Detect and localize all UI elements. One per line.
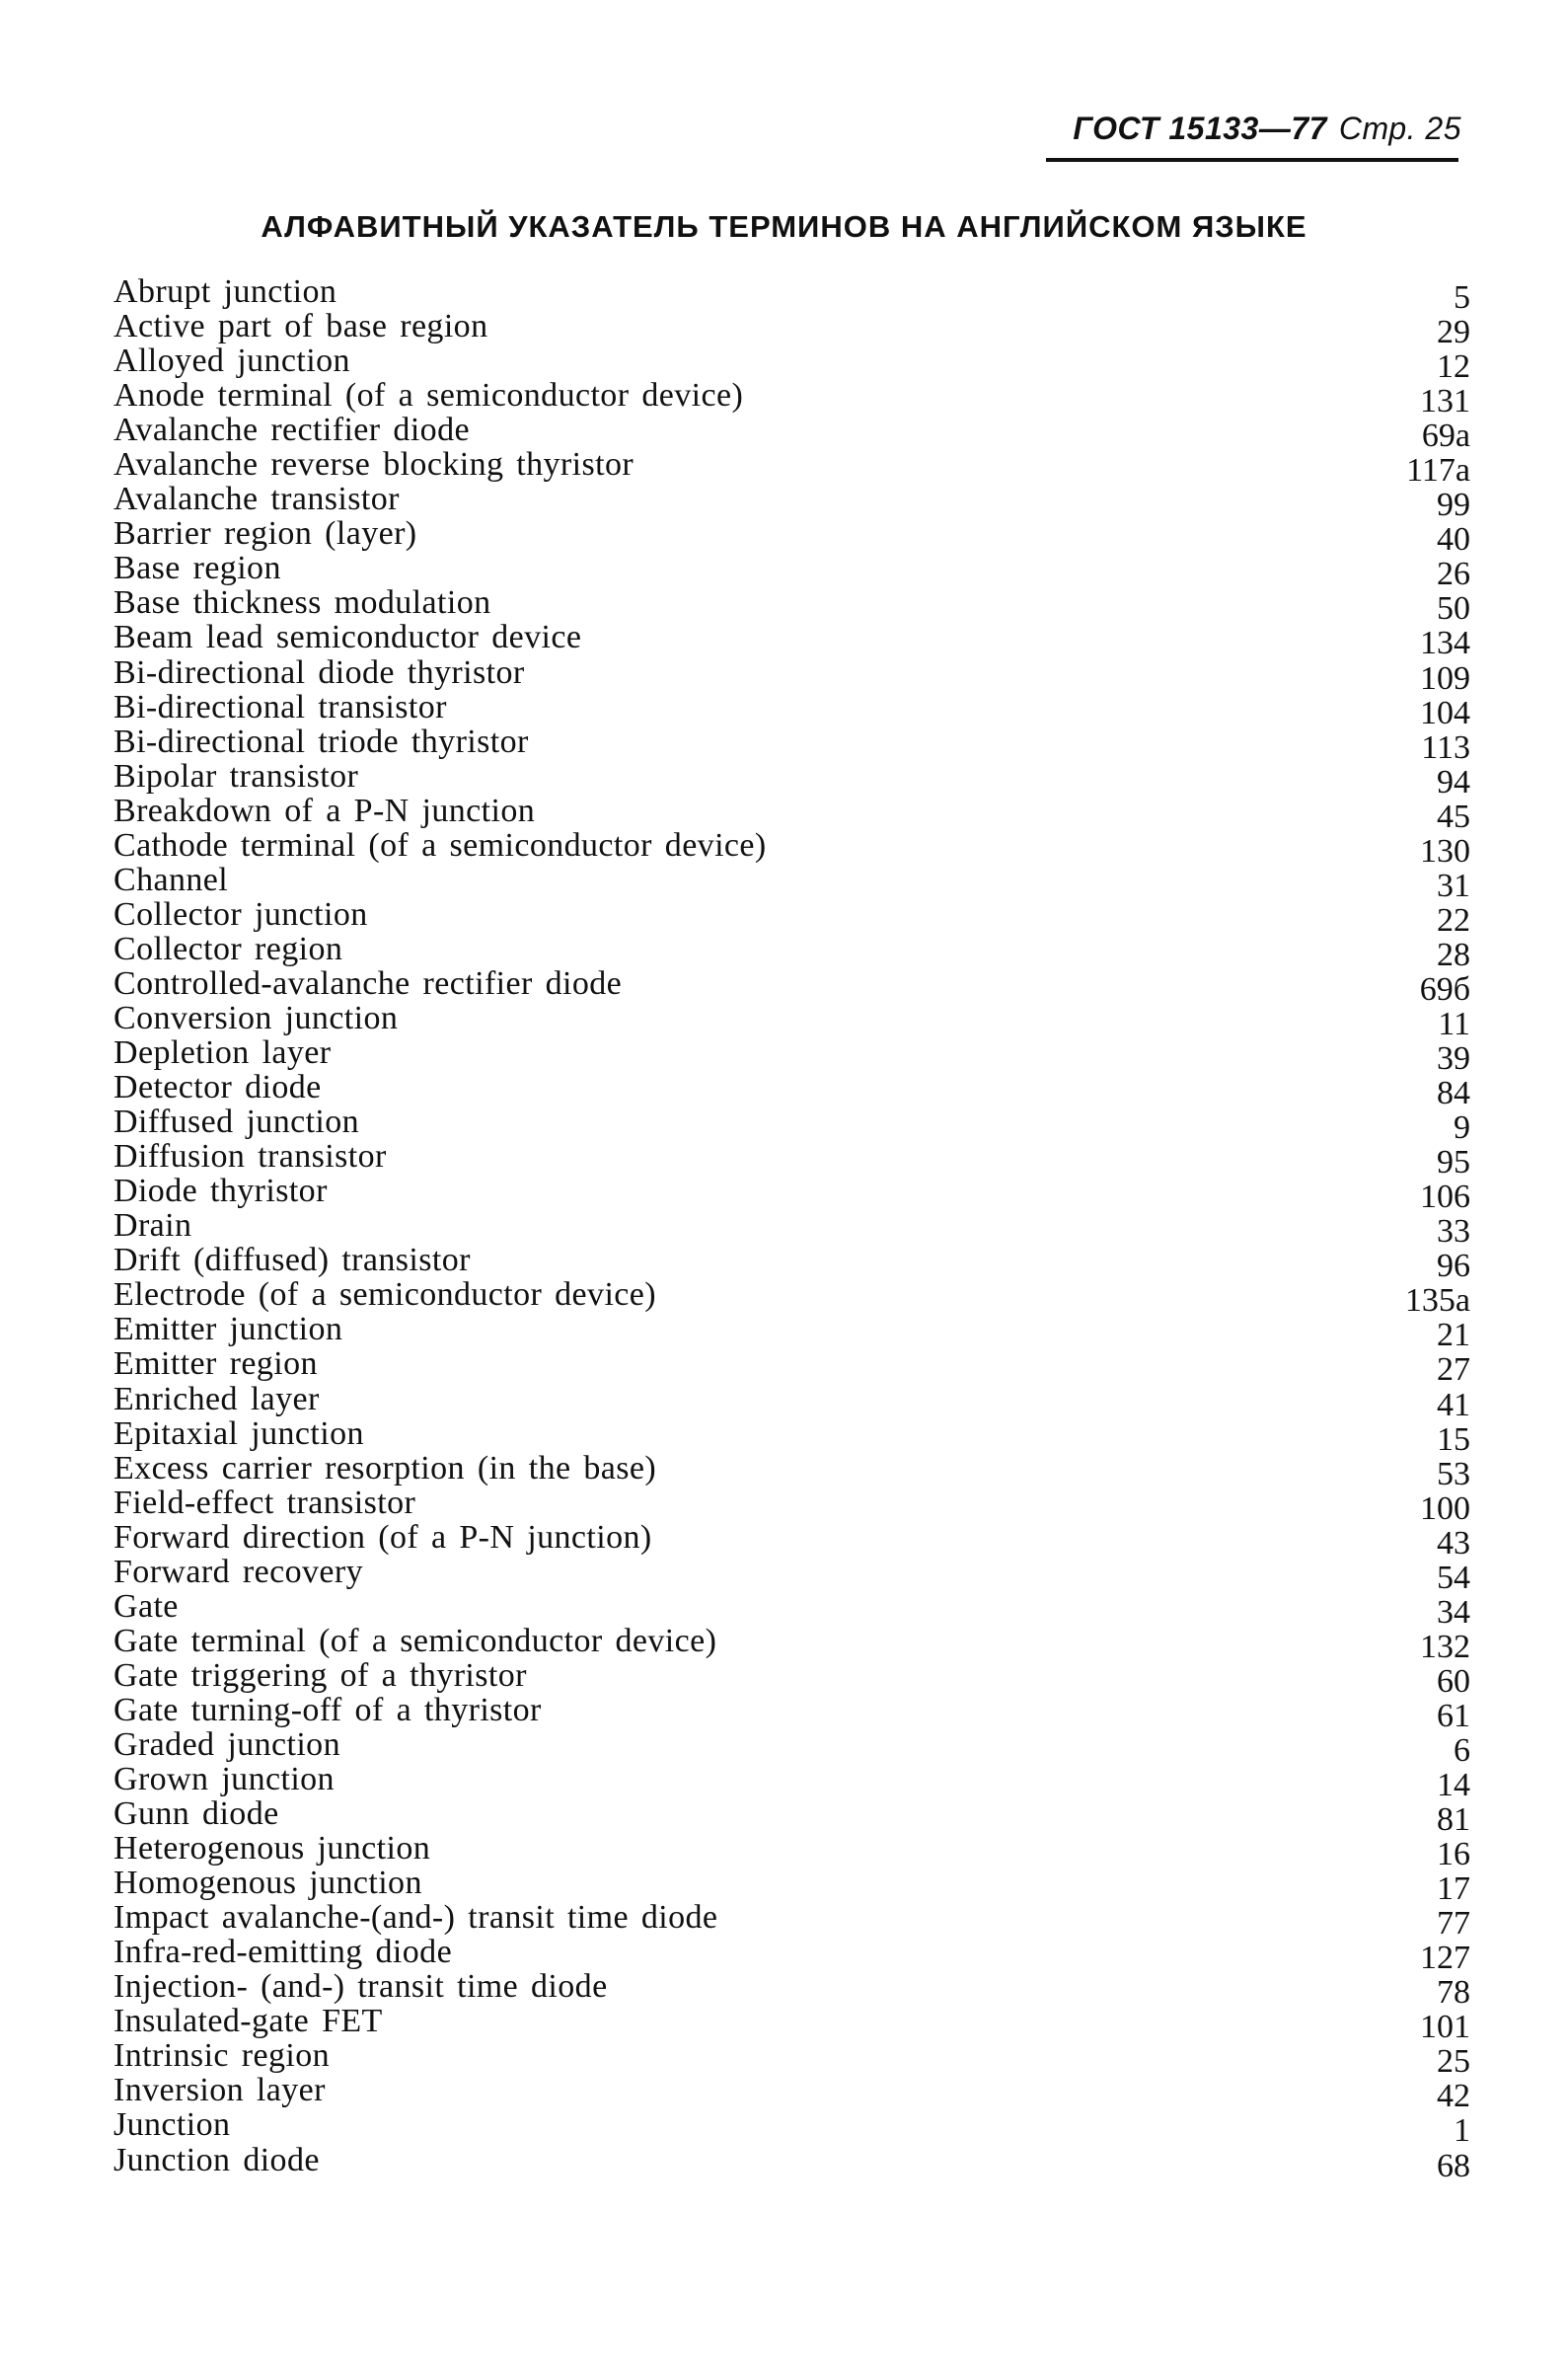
index-term-number: 78 [1437,1974,1470,2012]
running-header [1073,111,1461,147]
index-term: Avalanche reverse blocking thyristor [113,446,635,484]
index-term-number: 15 [1437,1420,1470,1458]
index-term-number: 69a [1421,418,1470,455]
index-term: Breakdown of a P-N junction [113,792,536,829]
index-term-number: 22 [1437,901,1470,939]
index-entry [113,2141,1470,2184]
index-title: АЛФАВИТНЫЙ УКАЗАТЕЛЬ ТЕРМИНОВ НА АНГЛИЙСКОМ ЯЗЫКЕ [261,209,1307,244]
index-term-number: 14 [1437,1767,1470,1804]
index-term: Epitaxial junction [113,1414,364,1452]
term-index-list [113,273,1470,2184]
index-term: Impact avalanche-(and-) transit time diode [113,1899,718,1937]
index-term-number: 50 [1437,590,1470,628]
index-term: Drain [113,1207,192,1245]
index-term-number: 99 [1437,487,1470,524]
index-entry [113,1173,1470,1216]
index-term-number: 16 [1437,1836,1470,1873]
index-entry [113,377,1470,420]
index-term: Forward direction (of a P-N junction) [113,1518,652,1556]
index-term: Base region [113,550,281,587]
index-entry [113,930,1470,973]
index-entry [113,2037,1470,2081]
index-term-number: 131 [1420,383,1470,420]
index-entry [113,723,1470,766]
index-term-number: 94 [1437,763,1470,800]
index-term-number: 69б [1419,970,1470,1008]
index-term-number: 41 [1437,1386,1470,1423]
index-entry [113,1587,1470,1631]
index-term-number: 53 [1437,1455,1470,1492]
index-term-number: 40 [1437,521,1470,559]
index-term-number: 132 [1420,1628,1470,1665]
index-term-number: 25 [1437,2043,1470,2081]
index-entry [113,1899,1470,1943]
standard-number: ГОСТ 15133—77 [1073,111,1327,146]
index-term: Diffusion transistor [113,1138,387,1176]
index-entry [113,653,1470,697]
index-term-number: 134 [1420,625,1470,662]
index-entry [113,2072,1470,2115]
index-entry [113,1934,1470,1977]
index-term: Grown junction [113,1761,335,1798]
index-term: Base thickness modulation [113,584,491,622]
index-entry [113,273,1470,316]
index-term-number: 113 [1421,728,1470,766]
index-term: Homogenous junction [113,1865,422,1902]
index-entry [113,1207,1470,1251]
index-entry [113,1484,1470,1527]
index-term: Collector region [113,930,343,967]
index-term-number: 11 [1438,1005,1470,1042]
index-term-number: 127 [1420,1940,1470,1977]
index-term: Conversion junction [113,999,399,1036]
index-term: Gate triggering of a thyristor [113,1656,527,1694]
index-term-number: 1 [1454,2112,1470,2150]
index-term-number: 27 [1437,1351,1470,1389]
index-term: Electrode (of a semiconductor device) [113,1276,656,1314]
index-term: Detector diode [113,1069,322,1106]
index-term: Field-effect transistor [113,1484,416,1521]
index-entry [113,550,1470,593]
index-term: Bi-directional triode thyristor [113,723,529,760]
index-term-number: 81 [1437,1801,1470,1839]
index-entry [113,1449,1470,1492]
index-term: Intrinsic region [113,2037,331,2075]
index-term: Gate terminal (of a semiconductor device) [113,1622,717,1659]
index-term: Inversion layer [113,2072,326,2109]
index-entry [113,481,1470,524]
index-term-number: 68 [1437,2147,1470,2184]
index-term: Forward recovery [113,1553,364,1590]
index-term: Avalanche rectifier diode [113,412,470,449]
index-entry [113,1761,1470,1804]
index-entry [113,1345,1470,1389]
index-entry [113,584,1470,628]
index-term-number: 34 [1437,1593,1470,1631]
index-entry [113,1622,1470,1665]
index-term: Abrupt junction [113,273,337,310]
index-entry [113,1656,1470,1700]
index-entry [113,1034,1470,1078]
index-term: Infra-red-emitting diode [113,1934,453,1971]
index-term: Anode terminal (of a semiconductor device) [113,377,744,415]
page-number: Стр. 25 [1338,111,1461,146]
index-entry [113,861,1470,904]
index-term-number: 61 [1437,1697,1470,1734]
index-term-number: 6 [1454,1731,1470,1769]
index-term: Heterogenous junction [113,1830,431,1868]
index-term: Collector junction [113,895,368,933]
index-term-number: 101 [1420,2009,1470,2046]
index-term: Insulated-gate FET [113,2003,383,2040]
index-term-number: 54 [1437,1559,1470,1596]
index-term: Bi-directional transistor [113,688,447,725]
index-entry [113,1414,1470,1458]
index-entry [113,1380,1470,1423]
index-term-number: 33 [1437,1213,1470,1251]
index-term-number: 31 [1437,867,1470,904]
index-entry [113,515,1470,559]
index-entry [113,792,1470,835]
index-term-number: 28 [1437,936,1470,973]
index-term-number: 130 [1420,832,1470,870]
index-entry [113,412,1470,455]
index-term: Gate turning-off of a thyristor [113,1691,542,1728]
index-term: Junction [113,2106,231,2144]
index-term: Diffused junction [113,1104,360,1141]
index-term-number: 60 [1437,1662,1470,1700]
index-term-number: 21 [1437,1317,1470,1354]
index-entry [113,1725,1470,1769]
index-term-number: 45 [1437,798,1470,835]
index-entry [113,619,1470,662]
header-rule [1046,158,1458,162]
index-term: Bi-directional diode thyristor [113,653,525,691]
index-term-number: 117a [1406,452,1470,490]
index-entry [113,826,1470,870]
index-entry [113,1138,1470,1182]
index-term: Gunn diode [113,1795,279,1833]
index-term: Alloyed junction [113,343,350,380]
index-term-number: 12 [1437,348,1470,386]
index-entry [113,1691,1470,1734]
index-entry [113,446,1470,490]
index-term-number: 43 [1437,1524,1470,1562]
index-entry [113,1518,1470,1562]
index-term-number: 84 [1437,1075,1470,1112]
index-term: Drift (diffused) transistor [113,1242,471,1279]
index-entry [113,688,1470,731]
index-term-number: 100 [1420,1489,1470,1527]
index-term-number: 29 [1437,314,1470,351]
index-entry [113,1553,1470,1596]
index-term: Controlled-avalanche rectifier diode [113,964,623,1002]
index-term: Active part of base region [113,308,488,345]
index-term-number: 106 [1420,1179,1470,1216]
index-term: Enriched layer [113,1380,320,1417]
index-term: Avalanche transistor [113,481,400,518]
index-term: Emitter junction [113,1311,343,1348]
index-term: Channel [113,861,229,898]
index-term-number: 9 [1454,1109,1470,1147]
index-entry [113,1242,1470,1285]
index-term-number: 104 [1420,694,1470,731]
index-entry [113,1069,1470,1112]
index-entry [113,1104,1470,1147]
index-term: Graded junction [113,1725,340,1763]
index-term: Cathode terminal (of a semiconductor device) [113,826,767,864]
index-entry [113,1865,1470,1908]
index-term-number: 135a [1404,1282,1470,1320]
index-term-number: 95 [1437,1144,1470,1182]
index-entry [113,757,1470,800]
index-term-number: 42 [1437,2078,1470,2115]
index-term: Barrier region (layer) [113,515,417,553]
index-term-number: 96 [1437,1248,1470,1285]
index-term: Junction diode [113,2141,320,2178]
index-term-number: 39 [1437,1040,1470,1078]
index-term-number: 17 [1437,1870,1470,1908]
index-entry [113,1830,1470,1873]
index-entry [113,964,1470,1008]
index-term-number: 77 [1437,1905,1470,1943]
index-term: Gate [113,1587,179,1625]
index-term: Depletion layer [113,1034,332,1072]
index-term: Excess carrier resorption (in the base) [113,1449,657,1486]
index-term: Bipolar transistor [113,757,359,795]
index-entry [113,895,1470,939]
index-term-number: 109 [1420,659,1470,697]
index-term: Emitter region [113,1345,318,1383]
index-entry [113,1276,1470,1320]
index-term: Diode thyristor [113,1173,328,1210]
index-entry [113,308,1470,351]
index-term: Injection- (and-) transit time diode [113,1968,608,2006]
index-entry [113,2003,1470,2046]
index-entry [113,1311,1470,1354]
index-term-number: 26 [1437,556,1470,593]
index-entry [113,2106,1470,2150]
index-entry [113,1968,1470,2012]
index-term: Beam lead semiconductor device [113,619,582,656]
index-entry [113,343,1470,386]
index-term-number: 5 [1454,279,1470,316]
index-entry [113,999,1470,1042]
index-entry [113,1795,1470,1839]
